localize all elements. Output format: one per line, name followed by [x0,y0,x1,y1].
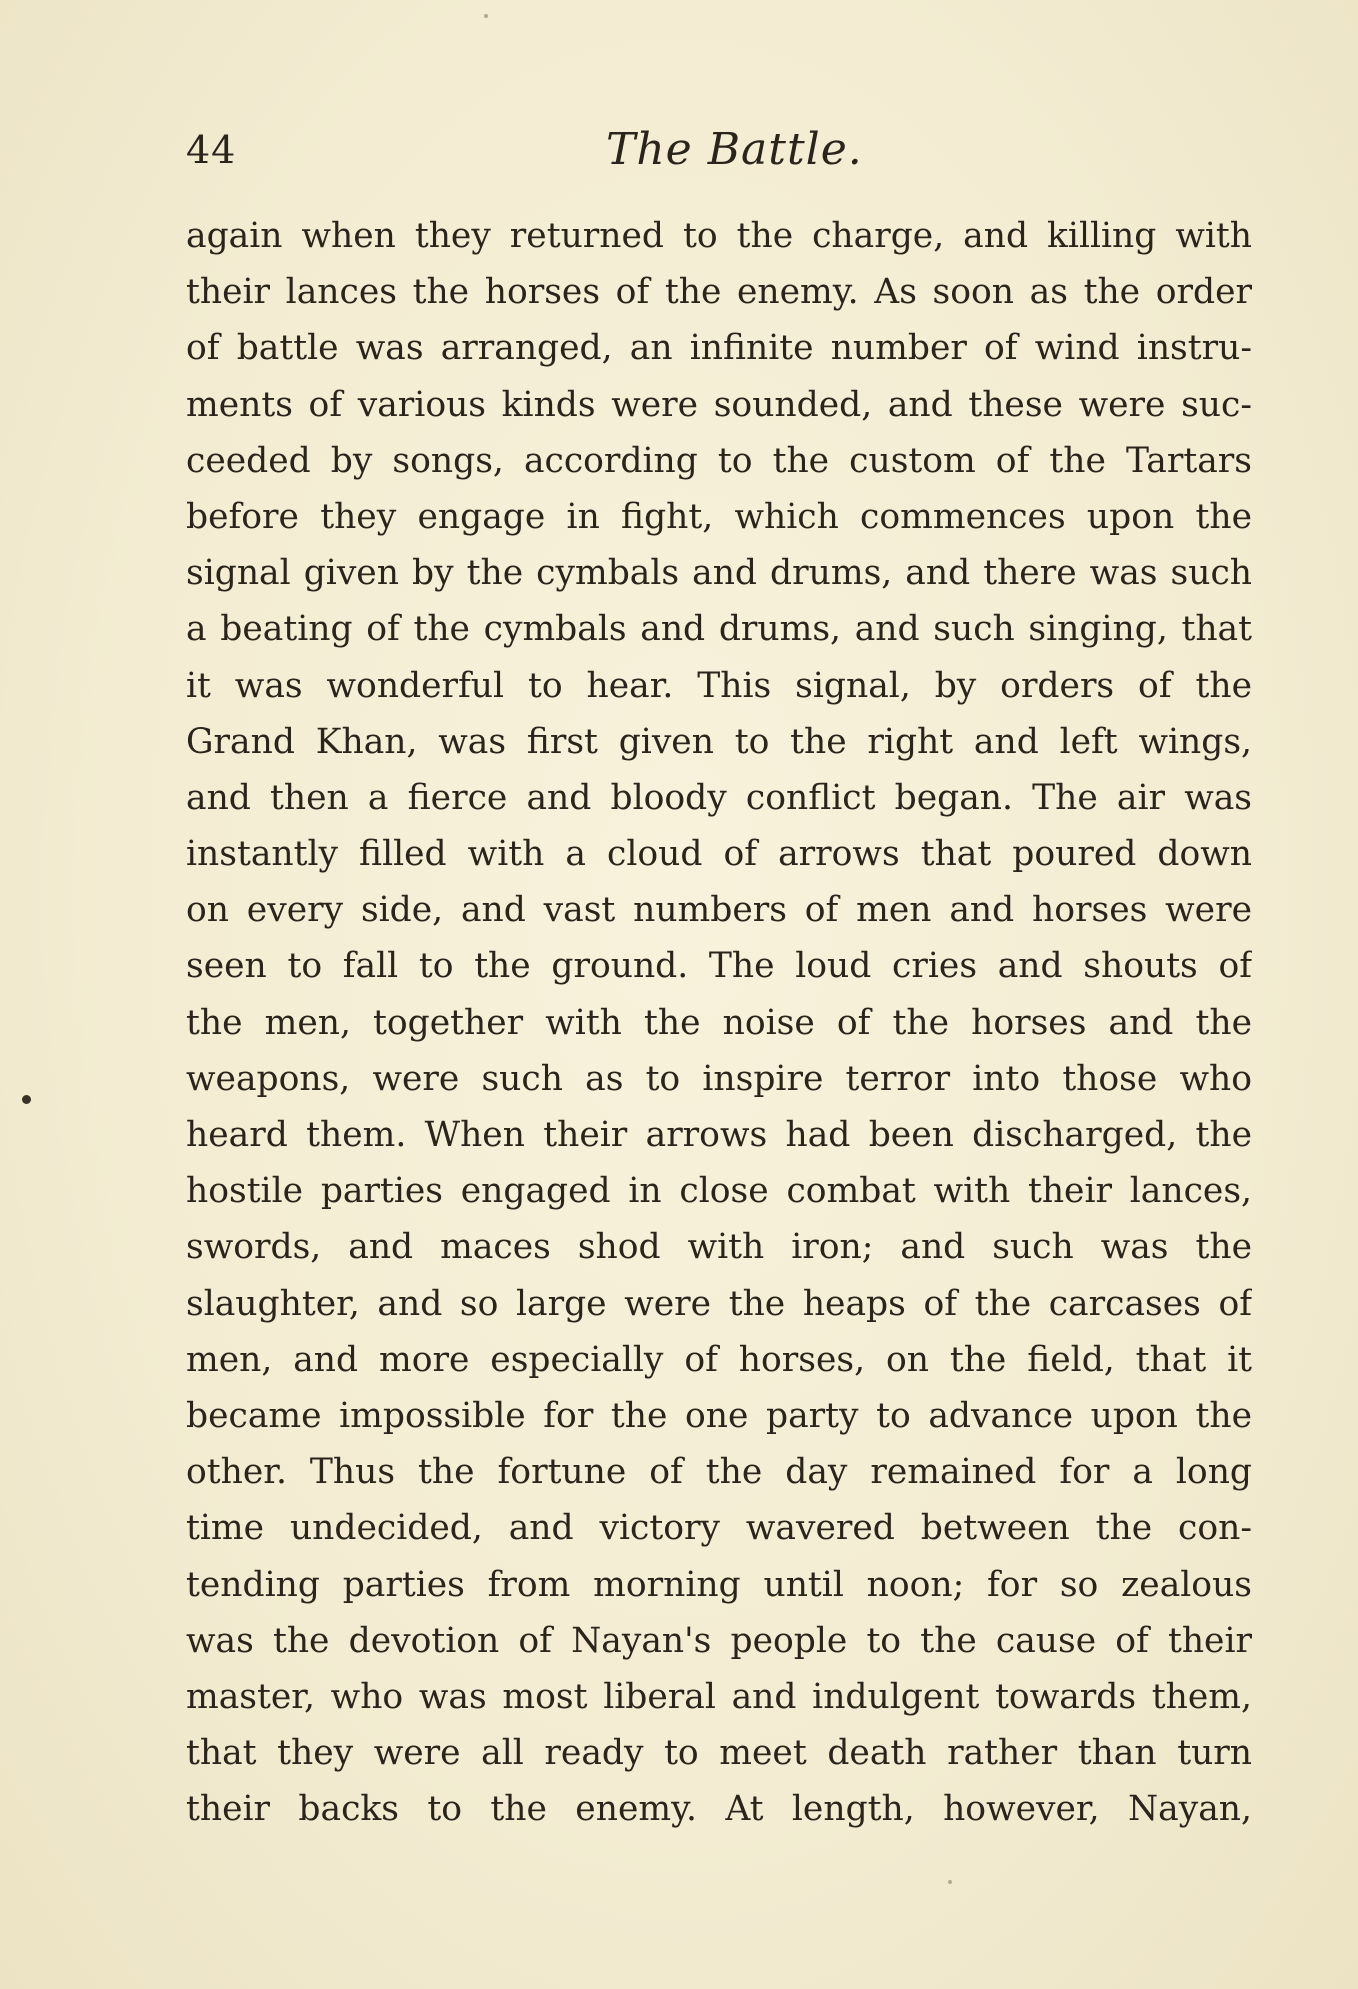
text-line: ceeded by songs, according to the custom of the Tartars [186,440,1252,481]
text-line: heard them. When their arrows had been discharged, the [186,1115,1252,1155]
text-line: the men, together with the noise of the horses and the [186,1002,1252,1043]
text-line: was the devotion of Nayan's people to the cause of their [186,1620,1252,1661]
text-line: hostile parties engaged in close combat with their lances, [186,1171,1252,1212]
text-line: ments of various kinds were sounded, and these were suc- [186,384,1252,425]
text-line: and then a fierce and bloody conflict began. The air was [186,777,1252,818]
text-line: their lances the horses of the enemy. As soon as the order [186,272,1252,313]
text-line: it was wonderful to hear. This signal, by orders of the [186,665,1252,706]
text-line: slaughter, and so large were the heaps of the carcases of [186,1283,1252,1324]
text-line: again when they returned to the charge, and killing with [186,216,1252,256]
page-number: 44 [186,128,237,172]
text-line: tending parties from morning until noon; for so zealous [186,1564,1252,1605]
text-line: on every side, and vast numbers of men and horses were [186,890,1252,931]
text-line: became impossible for the one party to advance upon the [186,1395,1252,1436]
text-line: time undecided, and victory wavered between the con- [186,1508,1252,1549]
ink-dot-mark [22,1095,31,1104]
text-line: seen to fall to the ground. The loud cries and shouts of [186,946,1252,987]
paper-speck [484,14,488,18]
text-line: a beating of the cymbals and drums, and such singing, that [186,609,1252,650]
text-line: that they were all ready to meet death rather than turn [186,1733,1252,1774]
text-line: before they engage in fight, which commences upon the [186,496,1252,537]
paper-speck [948,1880,952,1884]
running-title: The Battle. [606,124,863,175]
page-header [186,120,1252,190]
text-line: signal given by the cymbals and drums, and there was such [186,553,1252,594]
text-line: master, who was most liberal and indulgent towards them, [186,1676,1252,1717]
text-line: Grand Khan, was first given to the right and left wings, [186,721,1252,762]
body-text [186,208,1252,1837]
text-line: swords, and maces shod with iron; and such was the [186,1227,1252,1268]
text-line: their backs to the enemy. At length, however, Nayan, [186,1789,1252,1830]
text-line: weapons, were such as to inspire terror into those who [186,1058,1252,1099]
text-line: men, and more especially of horses, on the field, that it [186,1339,1252,1380]
text-line: instantly filled with a cloud of arrows that poured down [186,834,1252,875]
text-line: other. Thus the fortune of the day remained for a long [186,1452,1252,1493]
text-line: of battle was arranged, an infinite number of wind instru- [186,328,1252,369]
